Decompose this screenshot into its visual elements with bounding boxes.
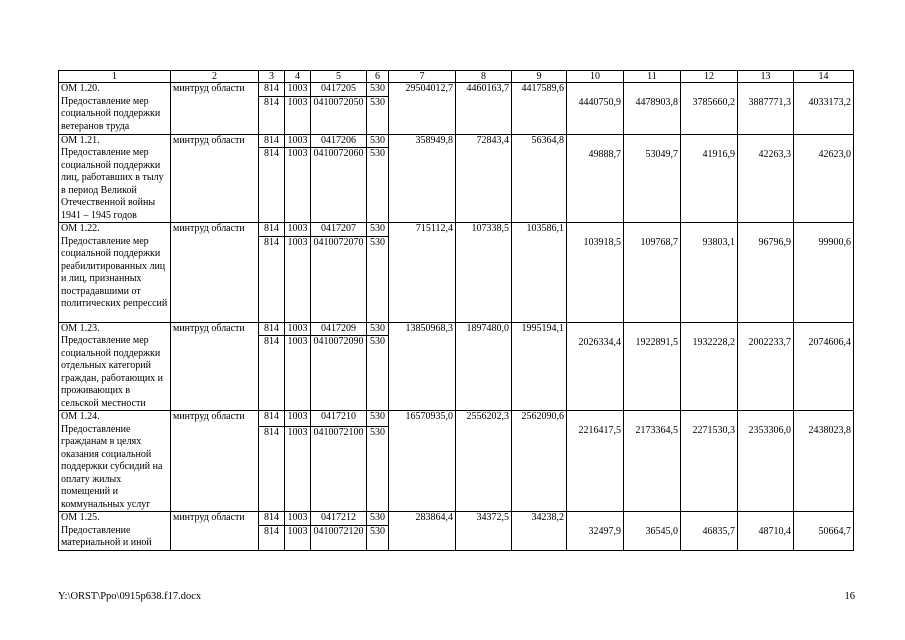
table-row [59, 83, 854, 97]
col-header: 4 [285, 71, 311, 83]
year-cell: 4460163,7 [456, 83, 512, 135]
grbs-cell: 814 [259, 512, 285, 526]
section-cell: 1003 [285, 525, 311, 550]
table-row [59, 512, 854, 526]
expense-type-cell: 530 [367, 223, 389, 237]
file-path: Y:\ORST\Ppo\0915p638.f17.docx [58, 591, 202, 602]
section-cell: 1003 [285, 411, 311, 427]
expense-type-cell: 530 [367, 322, 389, 336]
year-cell: 72843,4 [456, 134, 512, 223]
total-cell: 13850968,3 [389, 322, 456, 411]
year-cell: 4440750,9 [567, 83, 624, 135]
year-cell: 46835,7 [681, 512, 738, 551]
executor-cell: минтруд области [171, 223, 259, 323]
section-cell: 1003 [285, 322, 311, 336]
grbs-cell: 814 [259, 96, 285, 134]
year-cell: 99900,6 [794, 223, 854, 323]
measure-description: Предоставление мер социальной поддержки реабилитированных лиц и лиц, признанных пострадавшими от политических репрессий [61, 235, 168, 309]
expense-type-cell: 530 [367, 512, 389, 526]
col-header: 13 [738, 71, 794, 83]
col-header: 14 [794, 71, 854, 83]
measure-cell [59, 411, 171, 512]
year-cell: 1995194,1 [512, 322, 567, 411]
table-row [59, 134, 854, 148]
year-cell: 1922891,5 [624, 322, 681, 411]
year-cell: 42623,0 [794, 134, 854, 223]
target-code-cell: 0410072050 [311, 96, 367, 134]
section-cell: 1003 [285, 336, 311, 411]
section-cell: 1003 [285, 512, 311, 526]
measure-cell [59, 512, 171, 551]
table-row [59, 223, 854, 237]
year-cell: 49888,7 [567, 134, 624, 223]
table-row [59, 322, 854, 336]
target-code-cell: 0417209 [311, 322, 367, 336]
year-cell: 34372,5 [456, 512, 512, 551]
target-code-cell: 0410072090 [311, 336, 367, 411]
executor-cell: минтруд области [171, 134, 259, 223]
section-cell: 1003 [285, 236, 311, 322]
measure-description: Предоставление мер социальной поддержки ветеранов труда [61, 95, 161, 132]
year-cell: 96796,9 [738, 223, 794, 323]
target-code-cell: 0410072120 [311, 525, 367, 550]
col-header: 5 [311, 71, 367, 83]
col-header: 6 [367, 71, 389, 83]
target-code-cell: 0410072070 [311, 236, 367, 322]
measure-description: Предоставление мер социальной поддержки лиц, работавших в тылу в период Великой Отечественной войны 1941 – 1945 годов [61, 147, 164, 221]
col-header: 3 [259, 71, 285, 83]
year-cell: 4033173,2 [794, 83, 854, 135]
year-cell: 48710,4 [738, 512, 794, 551]
page-number: 16 [844, 591, 855, 602]
year-cell: 2353306,0 [738, 411, 794, 512]
col-header: 2 [171, 71, 259, 83]
target-code-cell: 0417210 [311, 411, 367, 427]
year-cell: 107338,5 [456, 223, 512, 323]
executor-cell: минтруд области [171, 83, 259, 135]
year-cell: 2074606,4 [794, 322, 854, 411]
grbs-cell: 814 [259, 336, 285, 411]
grbs-cell: 814 [259, 223, 285, 237]
table-row [59, 411, 854, 427]
total-cell: 358949,8 [389, 134, 456, 223]
grbs-cell: 814 [259, 83, 285, 97]
year-cell: 103918,5 [567, 223, 624, 323]
year-cell: 3887771,3 [738, 83, 794, 135]
expense-type-cell: 530 [367, 236, 389, 322]
measure-code: ОМ 1.24. [61, 411, 100, 422]
col-header: 11 [624, 71, 681, 83]
year-cell: 2438023,8 [794, 411, 854, 512]
expense-type-cell: 530 [367, 525, 389, 550]
measure-code: ОМ 1.22. [61, 223, 100, 234]
year-cell: 42263,3 [738, 134, 794, 223]
section-cell: 1003 [285, 96, 311, 134]
year-cell: 4417589,6 [512, 83, 567, 135]
expense-type-cell: 530 [367, 426, 389, 511]
section-cell: 1003 [285, 83, 311, 97]
col-header: 10 [567, 71, 624, 83]
year-cell: 1897480,0 [456, 322, 512, 411]
year-cell: 93803,1 [681, 223, 738, 323]
col-header: 9 [512, 71, 567, 83]
budget-table [58, 70, 854, 551]
year-cell: 34238,2 [512, 512, 567, 551]
year-cell: 56364,8 [512, 134, 567, 223]
section-cell: 1003 [285, 134, 311, 148]
measure-cell [59, 322, 171, 411]
col-header: 1 [59, 71, 171, 83]
target-code-cell: 0410072060 [311, 148, 367, 223]
year-cell: 103586,1 [512, 223, 567, 323]
year-cell: 32497,9 [567, 512, 624, 551]
measure-code: ОМ 1.23. [61, 322, 100, 334]
year-cell: 41916,9 [681, 134, 738, 223]
total-cell: 16570935,0 [389, 411, 456, 512]
grbs-cell: 814 [259, 236, 285, 322]
grbs-cell: 814 [259, 525, 285, 550]
executor-cell: минтруд области [171, 322, 259, 411]
year-cell: 3785660,2 [681, 83, 738, 135]
year-cell: 2271530,3 [681, 411, 738, 512]
year-cell: 36545,0 [624, 512, 681, 551]
measure-code: ОМ 1.25. [61, 512, 100, 523]
year-cell: 50664,7 [794, 512, 854, 551]
year-cell: 2026334,4 [567, 322, 624, 411]
measure-description: Предоставление мер социальной поддержки отдельных категорий граждан, работающих и проживающих в сельской местности [61, 335, 164, 409]
section-cell: 1003 [285, 426, 311, 511]
year-cell: 1932228,2 [681, 322, 738, 411]
expense-type-cell: 530 [367, 336, 389, 411]
grbs-cell: 814 [259, 426, 285, 511]
col-header: 8 [456, 71, 512, 83]
col-header: 7 [389, 71, 456, 83]
grbs-cell: 814 [259, 148, 285, 223]
target-code-cell: 0417207 [311, 223, 367, 237]
measure-cell [59, 83, 171, 135]
year-cell: 4478903,8 [624, 83, 681, 135]
year-cell: 53049,7 [624, 134, 681, 223]
expense-type-cell: 530 [367, 134, 389, 148]
total-cell: 283864,4 [389, 512, 456, 551]
expense-type-cell: 530 [367, 96, 389, 134]
expense-type-cell: 530 [367, 83, 389, 97]
target-code-cell: 0417212 [311, 512, 367, 526]
executor-cell: минтруд области [171, 411, 259, 512]
measure-code: ОМ 1.21. [61, 134, 100, 146]
column-number-row [59, 71, 854, 83]
target-code-cell: 0417206 [311, 134, 367, 148]
target-code-cell: 0410072100 [311, 426, 367, 511]
target-code-cell: 0417205 [311, 83, 367, 97]
year-cell: 2002233,7 [738, 322, 794, 411]
total-cell: 29504012,7 [389, 83, 456, 135]
col-header: 12 [681, 71, 738, 83]
expense-type-cell: 530 [367, 411, 389, 427]
measure-code: ОМ 1.20. [61, 83, 100, 94]
year-cell: 2173364,5 [624, 411, 681, 512]
measure-description: Предоставление гражданам в целях оказания социальной поддержки субсидий на оплату жилых помещений и коммунальных услуг [61, 423, 163, 510]
measure-cell [59, 134, 171, 223]
year-cell: 2562090,6 [512, 411, 567, 512]
year-cell: 2216417,5 [567, 411, 624, 512]
measure-cell [59, 223, 171, 323]
expense-type-cell: 530 [367, 148, 389, 223]
year-cell: 109768,7 [624, 223, 681, 323]
section-cell: 1003 [285, 223, 311, 237]
grbs-cell: 814 [259, 411, 285, 427]
section-cell: 1003 [285, 148, 311, 223]
executor-cell: минтруд области [171, 512, 259, 551]
total-cell: 715112,4 [389, 223, 456, 323]
grbs-cell: 814 [259, 322, 285, 336]
measure-description: Предоставление материальной и иной [61, 524, 152, 548]
grbs-cell: 814 [259, 134, 285, 148]
year-cell: 2556202,3 [456, 411, 512, 512]
